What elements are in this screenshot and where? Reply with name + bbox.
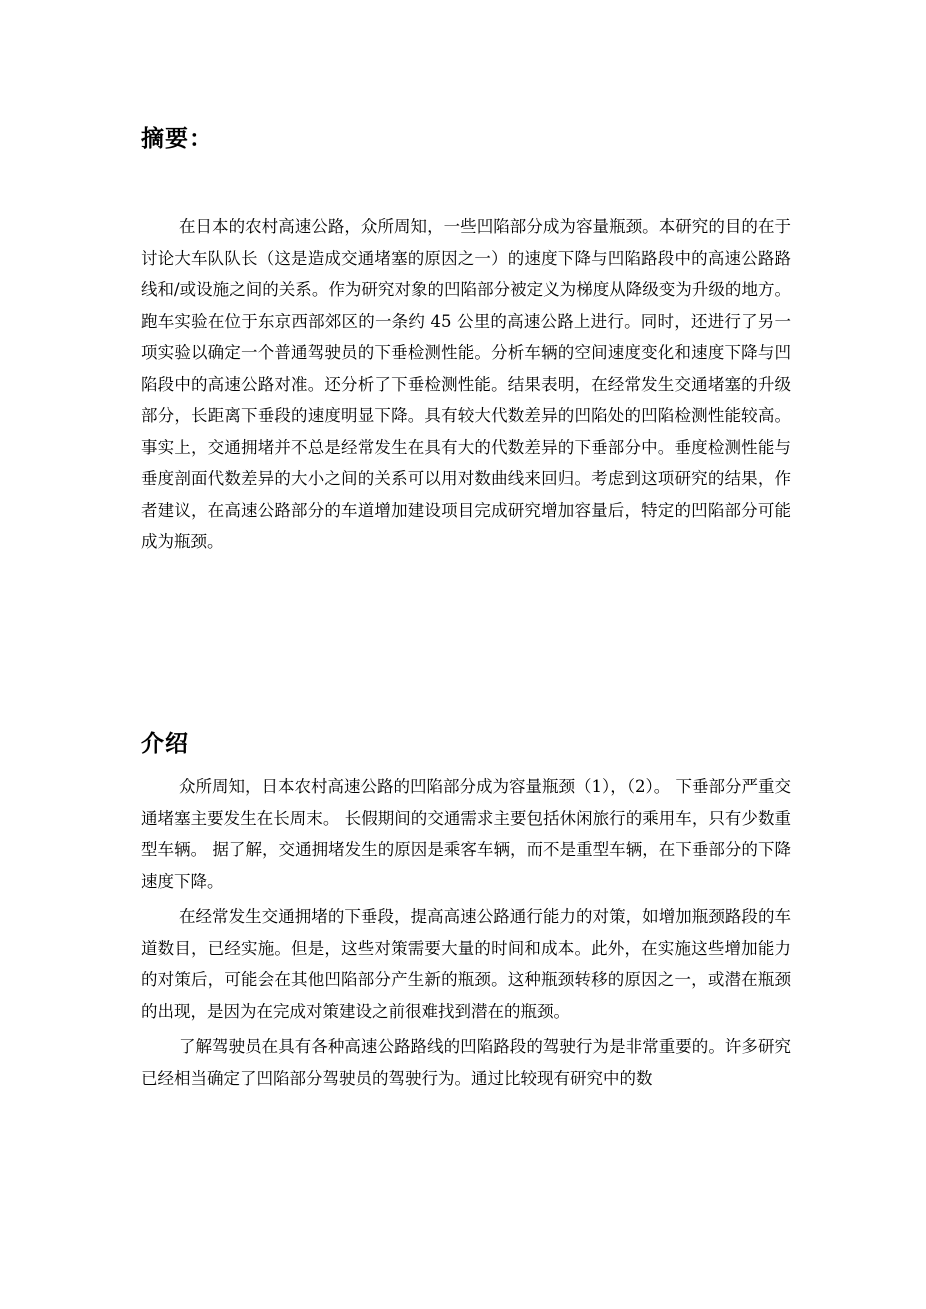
introduction-paragraph-1: 众所周知，日本农村高速公路的凹陷部分成为容量瓶颈（1），（2）。 下垂部分严重交通堵塞主要发生在长周末。 长假期间的交通需求主要包括休闲旅行的乘用车，只有少数重型车辆。 据了解，交通拥堵发生的原因是乘客车辆，而不是重型车辆，在下垂部分的下降速度下降。 <box>141 777 791 891</box>
abstract-paragraph: 在日本的农村高速公路，众所周知，一些凹陷部分成为容量瓶颈。本研究的目的在于讨论大车队队长（这是造成交通堵塞的原因之一）的速度下降与凹陷路段中的高速公路路线和/或设施之间的关系。作为研究对象的凹陷部分被定义为梯度从降级变为升级的地方。跑车实验在位于东京西部郊区的一条约 45 公里的高速公路上进行。同时，还进行了另一项实验以确定一个普通驾驶员的下垂检测性能。分析车辆的空间速度变化和速度下降与凹陷段中的高速公路对准。还分析了下垂检测性能。结果表明，在经常发生交通堵塞的升级部分，长距离下垂段的速度明显下降。具有较大代数差异的凹陷处的凹陷检测性能较高。事实上，交通拥堵并不总是经常发生在具有大的代数差异的下垂部分中。垂度检测性能与垂度剖面代数差异的大小之间的关系可以用对数曲线来回归。考虑到这项研究的结果，作者建议，在高速公路部分的车道增加建设项目完成研究增加容量后，特定的凹陷部分可能成为瓶颈。 <box>141 217 791 551</box>
introduction-heading: 介绍 <box>141 731 189 757</box>
abstract-body <box>141 211 791 558</box>
introduction-paragraph-2: 在经常发生交通拥堵的下垂段，提高高速公路通行能力的对策，如增加瓶颈路段的车道数目，已经实施。但是，这些对策需要大量的时间和成本。此外，在实施这些增加能力的对策后，可能会在其他凹陷部分产生新的瓶颈。这种瓶颈转移的原因之一，或潜在瓶颈的出现，是因为在完成对策建设之前很难找到潜在的瓶颈。 <box>141 907 791 1021</box>
abstract-heading: 摘要： <box>141 126 213 152</box>
introduction-body <box>141 771 791 1098</box>
introduction-paragraph-3: 了解驾驶员在具有各种高速公路路线的凹陷路段的驾驶行为是非常重要的。许多研究已经相当确定了凹陷部分驾驶员的驾驶行为。通过比较现有研究中的数 <box>141 1037 791 1088</box>
